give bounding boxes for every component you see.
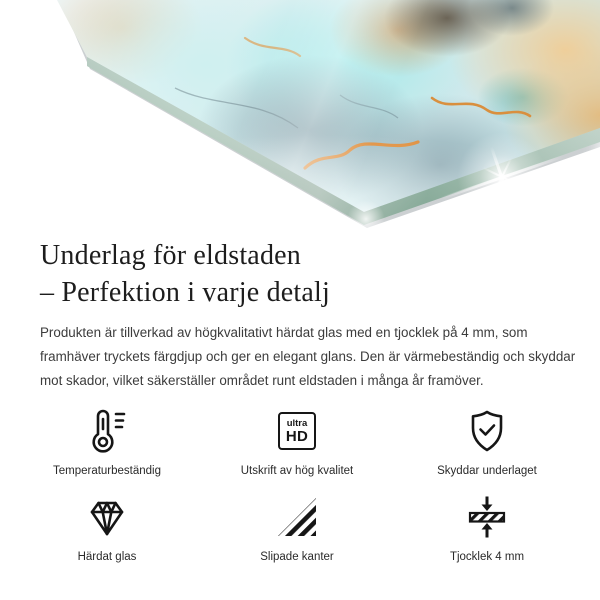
feature-tempered-glass [12, 494, 202, 563]
page-title [40, 237, 600, 311]
feature-temperature-resistant [12, 408, 202, 477]
feature-grid [12, 408, 582, 563]
feature-print-quality [202, 408, 392, 477]
corner-glint [347, 200, 385, 235]
product-description: Produkten är tillverkad av högkvalitativt härdat glas med en tjocklek på 4 mm, som framhäver tryckets färgdjup och ger en elegant glans. Den är värmebeständig och skyddar mot skador, vilket säkerställer området runt eldstaden i många år framöver. [40, 325, 576, 388]
thickness-icon [465, 494, 509, 540]
beveled-edges-icon [275, 494, 319, 540]
feature-protects-surface [392, 408, 582, 477]
thermometer-icon [86, 408, 128, 454]
product-image [0, 0, 600, 235]
shield-check-icon [465, 408, 509, 454]
feature-label: Slipade kanter [260, 551, 334, 563]
page-title-line2: – Perfektion i varje detalj [40, 277, 330, 308]
feature-label: Skyddar underlaget [437, 465, 537, 477]
feature-label: Härdat glas [77, 551, 137, 563]
diamond-icon [84, 494, 130, 540]
page-title-line1: Underlag för eldstaden [40, 240, 301, 271]
feature-label: Tjocklek 4 mm [449, 551, 525, 563]
feature-label: Temperaturbeständig [52, 465, 162, 477]
feature-label: Utskrift av hög kvalitet [240, 465, 354, 477]
feature-thickness [392, 494, 582, 563]
ultra-hd-icon: ultra HD [278, 408, 316, 454]
feature-polished-edges [202, 494, 392, 563]
